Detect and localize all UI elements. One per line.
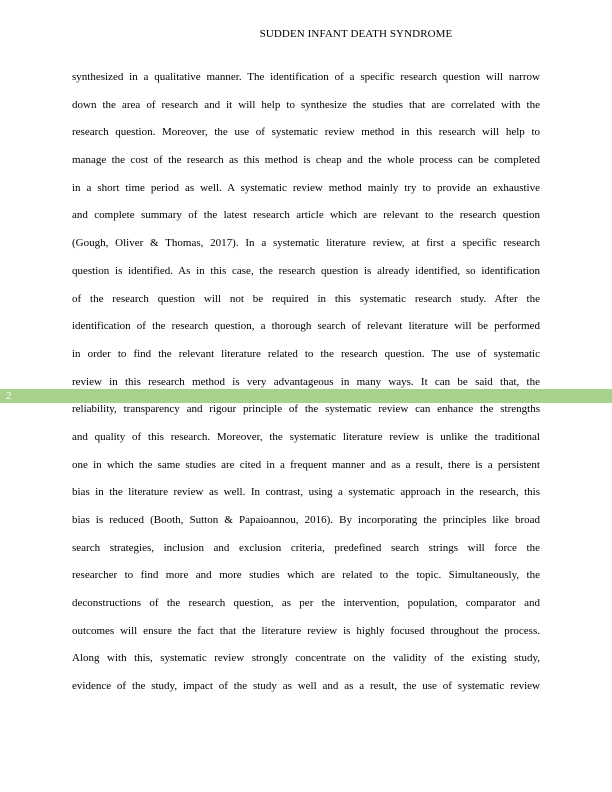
body-line: manage the cost of the research as this method is cheap and the whole process can be completed — [72, 154, 540, 167]
page-number: 2 — [6, 390, 12, 402]
body-line: of the research question will not be required in this systematic research study. After the — [72, 292, 540, 305]
body-text — [72, 70, 540, 707]
body-line: bias is reduced (Booth, Sutton & Papaioannou, 2016). By incorporating the principles like broad — [72, 514, 540, 526]
body-line: bias in the literature review as well. In contrast, using a systematic approach in the research, this — [72, 486, 540, 499]
body-line: question is identified. As in this case, the research question is already identified, so identification — [72, 264, 540, 277]
running-head: SUDDEN INFANT DEATH SYNDROME — [259, 28, 453, 40]
body-line: outcomes will ensure the fact that the literature review is highly focused throughout the process. — [72, 624, 540, 637]
body-line: down the area of research and it will help to synthesize the studies that are correlated with the — [72, 98, 540, 111]
body-line: Along with this, systematic review strongly concentrate on the validity of the existing study, — [72, 652, 540, 665]
body-line: (Gough, Oliver & Thomas, 2017). In a systematic literature review, at first a specific research — [72, 237, 540, 250]
body-line: one in which the same studies are cited in a frequent manner and as a result, there is a persistent — [72, 458, 540, 471]
body-line: reliability, transparency and rigour principle of the systematic review can enhance the strengths — [72, 403, 540, 416]
body-line: identification of the research question, a thorough search of relevant literature will be performed — [72, 320, 540, 333]
body-line: evidence of the study, impact of the study as well and as a result, the use of systematic review — [72, 680, 540, 693]
body-line: search strategies, inclusion and exclusion criteria, predefined search strings will force the — [72, 541, 540, 554]
body-line: synthesized in a qualitative manner. The identification of a specific research question will narrow — [72, 71, 540, 83]
body-line: deconstructions of the research question, as per the intervention, population, comparator and — [72, 597, 540, 610]
body-line: and complete summary of the latest research article which are relevant to the research question — [72, 209, 540, 222]
body-line: researcher to find more and more studies which are related to the topic. Simultaneously, the — [72, 569, 540, 582]
body-line: research question. Moreover, the use of systematic review method in this research will help to — [72, 126, 540, 139]
body-line: and quality of this research. Moreover, the systematic literature review is unlike the traditional — [72, 430, 540, 443]
body-line: in order to find the relevant literature related to the research question. The use of systematic — [72, 347, 540, 360]
body-line: review in this research method is very advantageous in many ways. It can be said that, the — [72, 375, 540, 388]
body-line: in a short time period as well. A systematic review method mainly try to provide an exhaustive — [72, 181, 540, 194]
